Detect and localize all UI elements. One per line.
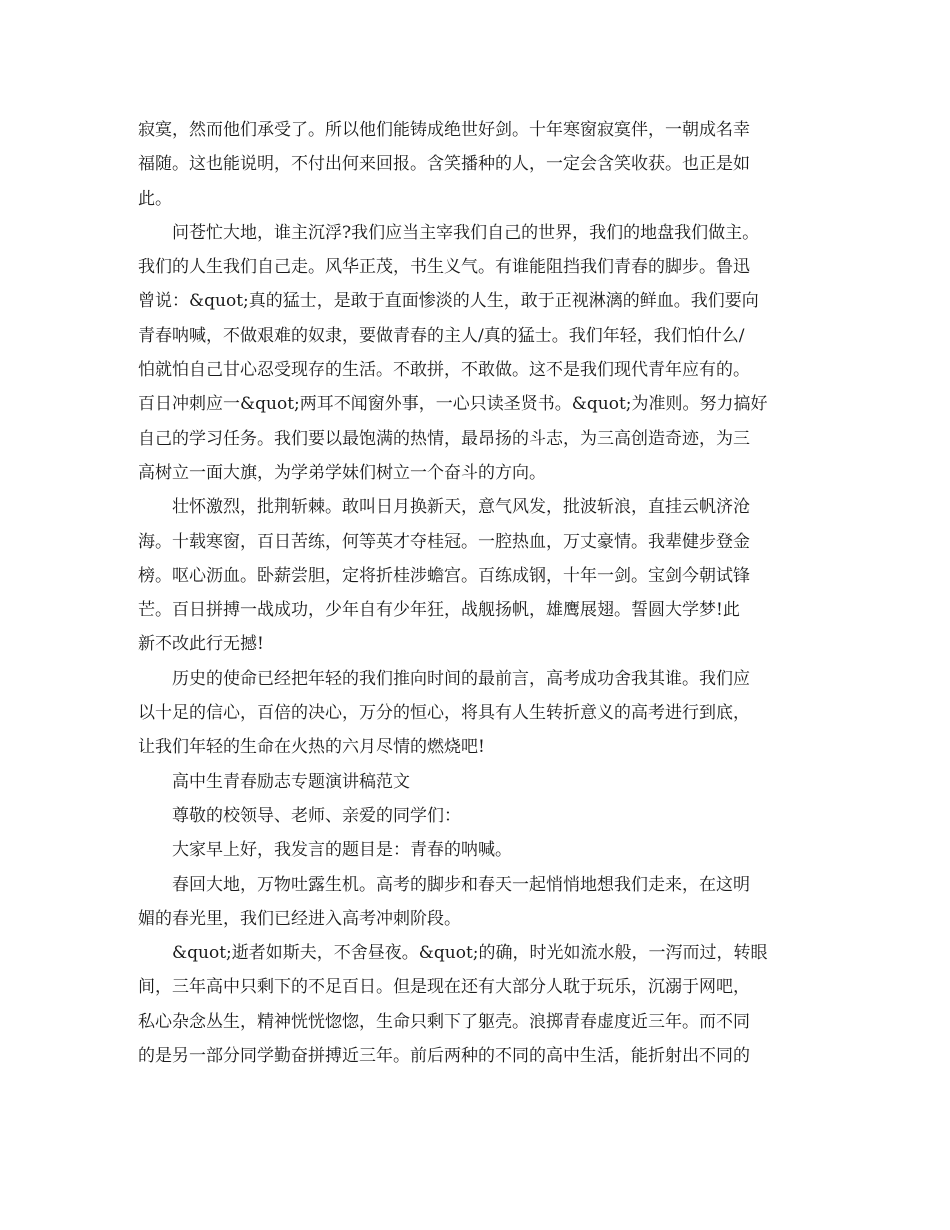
text-line: 寂寞，然而他们承受了。所以他们能铸成绝世好剑。十年寒窗寂寞伴，一朝成名幸 (138, 120, 750, 140)
text-line: 春回大地，万物吐露生机。高考的脚步和春天一起悄悄地想我们走来，在这明 (172, 874, 750, 895)
text-line: 此。 (138, 188, 172, 209)
text-line: 我们的人生我们自己走。风华正茂，书生义气。有谁能阻挡我们青春的脚步。鲁迅 (138, 257, 750, 278)
text-line: 福随。这也能说明，不付出何来回报。含笑播种的人，一定会含笑收获。也正是如 (138, 154, 750, 175)
text-line: 自己的学习任务。我们要以最饱满的热情，最昂扬的斗志，为三高创造奇迹，为三 (138, 428, 750, 449)
text-line: 媚的春光里，我们已经进入高考冲刺阶段。 (138, 908, 461, 929)
text-line: 壮怀激烈，批荆斩棘。敢叫日月换新天，意气风发，批波斩浪，直挂云帆济沧 (172, 497, 750, 518)
text-line: 间，三年高中只剩下的不足百日。但是现在还有大部分人耽于玩乐，沉溺于网吧， (138, 977, 750, 998)
text-line: 以十足的信心，百倍的决心，万分的恒心，将具有人生转折意义的高考进行到底， (138, 703, 750, 724)
document-page (138, 113, 828, 1073)
text-line: 大家早上好，我发言的题目是：青春的呐喊。 (172, 840, 512, 861)
text-line: 让我们年轻的生命在火热的六月尽情的燃烧吧! (138, 737, 485, 758)
text-line: 海。十载寒窗，百日苦练，何等英才夺桂冠。一腔热血，万丈豪情。我辈健步登金 (138, 531, 750, 552)
text-line: &quot;逝者如斯夫，不舍昼夜。&quot;的确，时光如流水般，一泻而过，转眼 (172, 943, 768, 964)
text-line: 问苍忙大地，谁主沉浮?我们应当主宰我们自己的世界，我们的地盘我们做主。 (172, 222, 760, 243)
text-line: 青春呐喊，不做艰难的奴隶，要做青春的主人/真的猛士。我们年轻，我们怕什么/ (138, 325, 745, 346)
text-line: 历史的使命已经把年轻的我们推向时间的最前言，高考成功舍我其谁。我们应 (172, 668, 750, 689)
text-line: 曾说：&quot;真的猛士，是敢于直面惨淡的人生，敢于正视淋漓的鲜血。我们要向 (138, 291, 759, 312)
text-line: 榜。呕心沥血。卧薪尝胆，定将折桂涉蟾宫。百练成钢，十年一剑。宝剑今朝试锋 (138, 565, 750, 586)
text-line: 尊敬的校领导、老师、亲爱的同学们： (172, 805, 461, 826)
text-line: 怕就怕自己甘心忍受现存的生活。不敢拼，不敢做。这不是我们现代青年应有的。 (138, 360, 750, 381)
text-line: 的是另一部分同学勤奋拼搏近三年。前后两种的不同的高中生活，能折射出不同的 (138, 1046, 750, 1067)
text-line: 百日冲刺应一&quot;两耳不闻窗外事，一心只读圣贤书。&quot;为准则。努力搞好 (138, 394, 768, 415)
text-line: 高中生青春励志专题演讲稿范文 (172, 771, 410, 792)
text-line: 芒。百日拼搏一战成功，少年自有少年狂，战舰扬帆，雄鹰展翅。誓圆大学梦!此 (138, 600, 740, 621)
text-line: 新不改此行无撼! (138, 634, 264, 655)
text-line: 高树立一面大旗，为学弟学妹们树立一个奋斗的方向。 (138, 462, 546, 483)
text-line: 私心杂念丛生，精神恍恍惚惚，生命只剩下了躯壳。浪掷青春虚度近三年。而不同 (138, 1011, 750, 1032)
